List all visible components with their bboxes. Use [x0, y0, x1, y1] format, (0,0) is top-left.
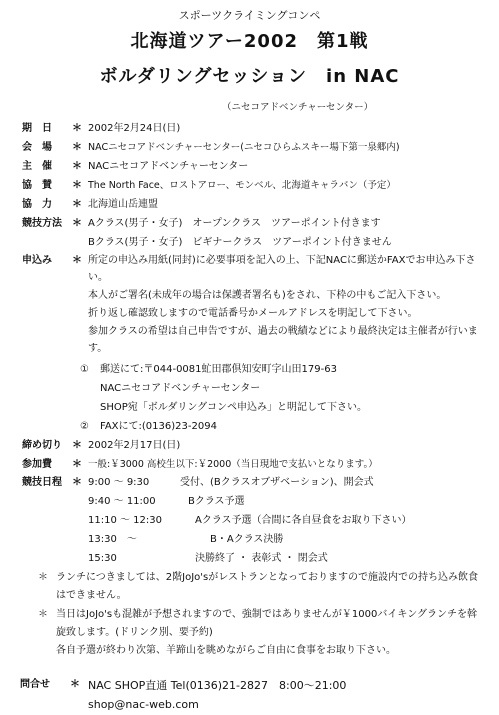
note1: ランチにつきましては、2階JoJo'sがレストランとなっておりますので施設内での持ち込み飲食はできません。 — [56, 572, 478, 601]
fax-number: ② — [80, 421, 89, 432]
sponsor-label: 協 賛 — [22, 180, 52, 191]
method-class-a: Aクラス(男子・女子) オープンクラス ツアーポイント付きます — [88, 218, 381, 229]
mail-line3: SHOP宛「ボルダリングコンペ申込み」と明記して下さい。 — [100, 402, 367, 413]
application-p2: 本人がご署名(未成年の場合は保護者署名も)をされ、下枠の中もご記入下さい。 — [88, 290, 447, 301]
schedule-time: 13:30 ～ — [88, 534, 137, 545]
application-p3: 折り返し確認致しますので電話番号かメールアドレスを明記して下さい。 — [88, 308, 418, 319]
deadline-value: 2002年2月17日(日) — [88, 440, 181, 451]
fee-value: 一般:￥3000 高校生以下:￥2000（当日現地で支払いとなります。） — [88, 459, 378, 470]
application-label: 申込み — [22, 255, 52, 266]
cooperation-asterisk: ＊ — [72, 199, 82, 210]
application-asterisk: ＊ — [72, 255, 82, 266]
organizer-value: NACニセコアドベンチャーセンター — [88, 161, 249, 172]
schedule-asterisk: ＊ — [72, 477, 82, 488]
mail-line1: 郵送にて:〒044-0081虻田郡倶知安町字山田179-63 — [100, 364, 337, 375]
deadline-asterisk: ＊ — [72, 440, 82, 451]
schedule-time: 9:40 ～ 11:00 — [88, 496, 156, 507]
deadline-label: 締め切り — [22, 440, 62, 451]
schedule-text: B・Aクラス決勝 — [210, 534, 284, 545]
note2-asterisk: ＊ — [38, 609, 48, 620]
date-asterisk: ＊ — [72, 123, 82, 134]
schedule-text: Bクラス予選 — [188, 496, 245, 507]
schedule-label: 競技日程 — [22, 477, 62, 488]
note3: 各自予選が終わり次第、羊蹄山を眺めながらご自由に食事をお取り下さい。 — [56, 645, 396, 656]
cooperation-label: 協 力 — [22, 199, 52, 210]
contact-label: 問合せ — [20, 679, 50, 690]
application-p1: 所定の申込み用紙(同封)に必要事項を記入の上、下記NACに郵送かFAXでお申込み下さい。 — [88, 255, 476, 283]
contact-asterisk: ＊ — [70, 679, 80, 690]
note1-asterisk: ＊ — [38, 572, 48, 583]
schedule-time: 11:10 ～ 12:30 — [88, 515, 162, 526]
method-class-b: Bクラス(男子・女子) ビギナークラス ツアーポイント付きません — [88, 237, 392, 248]
mail-line2: NACニセコアドベンチャーセンター — [100, 383, 261, 394]
date-label: 期 日 — [22, 123, 52, 134]
contact-line1: NAC SHOP直通 Tel(0136)21-2827 8:00～21:00 — [88, 679, 347, 692]
organizer-asterisk: ＊ — [72, 161, 82, 172]
schedule-text: Aクラス予選（合間に各自昼食をお取り下さい） — [195, 515, 412, 526]
sponsor-asterisk: ＊ — [72, 180, 82, 191]
schedule-time: 15:30 — [88, 553, 117, 564]
venue-label: 会 場 — [22, 142, 52, 153]
method-label: 競技方法 — [22, 218, 62, 229]
venue-paren: （ニセコアドベンチャーセンター） — [222, 102, 374, 113]
venue-value: NACニセコアドベンチャーセンター(ニセコひらふスキー場下第一泉郷内) — [88, 142, 400, 153]
fee-asterisk: ＊ — [72, 459, 82, 470]
title-line1: 北海道ツアー2002 第1戦 — [130, 31, 369, 52]
fax-line: FAXにて:(0136)23-2094 — [100, 421, 217, 432]
fee-label: 参加費 — [22, 459, 52, 470]
mail-number: ① — [80, 364, 89, 375]
schedule-text: 受付、(Bクラスオブザベーション)、開会式 — [180, 477, 374, 488]
title-line2: ボルダリングセッション in NAC — [99, 66, 400, 87]
organizer-label: 主 催 — [22, 161, 52, 172]
contact-email[interactable]: shop@nac-web.com — [88, 698, 199, 711]
cooperation-value: 北海道山岳連盟 — [88, 199, 158, 210]
sponsor-value: The North Face、ロストアロー、モンベル、北海道キャラバン（予定） — [88, 180, 396, 191]
method-asterisk: ＊ — [72, 218, 82, 229]
schedule-text: 決勝終了 ・ 表彰式 ・ 閉会式 — [195, 553, 328, 564]
note2: 当日はJoJo'sも混雑が予想されますので、強制ではありませんが￥1000バイキングランチを斡旋致します。(ドリンク別、要予約) — [56, 609, 478, 638]
application-p4: 参加クラスの希望は自己申告ですが、過去の戦績などにより最終決定は主催者が行います。 — [88, 326, 478, 354]
schedule-time: 9:00 ～ 9:30 — [88, 477, 150, 488]
header-subtitle: スポーツクライミングコンペ — [178, 9, 321, 22]
venue-asterisk: ＊ — [72, 142, 82, 153]
date-value: 2002年2月24日(日) — [88, 123, 181, 134]
